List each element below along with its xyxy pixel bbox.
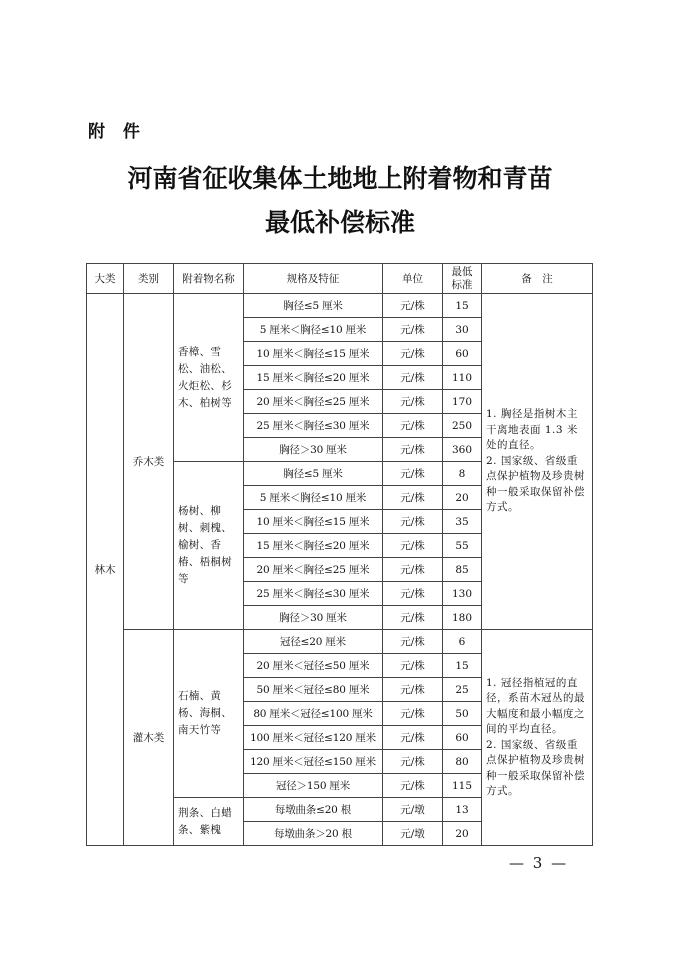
value-cell: 250 xyxy=(443,414,482,438)
unit-cell: 元/株 xyxy=(383,438,443,462)
unit-cell: 元/株 xyxy=(383,606,443,630)
unit-cell: 元/株 xyxy=(383,486,443,510)
spec-cell: 80 厘米＜冠径≤100 厘米 xyxy=(244,702,383,726)
header-remark: 备 注 xyxy=(482,264,593,294)
attachment-label: 附 件 xyxy=(88,122,146,142)
spec-cell: 胸径≤5 厘米 xyxy=(244,294,383,318)
spec-cell: 15 厘米＜胸径≤20 厘米 xyxy=(244,366,383,390)
value-cell: 130 xyxy=(443,582,482,606)
unit-cell: 元/株 xyxy=(383,366,443,390)
value-cell: 55 xyxy=(443,534,482,558)
spec-cell: 每墩曲条＞20 根 xyxy=(244,822,383,846)
spec-cell: 50 厘米＜冠径≤80 厘米 xyxy=(244,678,383,702)
group-name: 香樟、雪松、油松、火炬松、杉木、柏树等 xyxy=(174,294,244,462)
unit-cell: 元/株 xyxy=(383,678,443,702)
unit-cell: 元/株 xyxy=(383,654,443,678)
document-subtitle: 最低补偿标准 xyxy=(264,208,415,237)
spec-cell: 20 厘米＜胸径≤25 厘米 xyxy=(244,558,383,582)
unit-cell: 元/株 xyxy=(383,774,443,798)
spec-cell: 15 厘米＜胸径≤20 厘米 xyxy=(244,534,383,558)
unit-cell: 元/株 xyxy=(383,462,443,486)
header-min-standard: 最低 标准 xyxy=(443,264,482,294)
value-cell: 180 xyxy=(443,606,482,630)
unit-cell: 元/株 xyxy=(383,318,443,342)
unit-cell: 元/株 xyxy=(383,414,443,438)
value-cell: 20 xyxy=(443,822,482,846)
category-shrub: 灌木类 xyxy=(124,630,174,846)
unit-cell: 元/株 xyxy=(383,510,443,534)
value-cell: 115 xyxy=(443,774,482,798)
spec-cell: 每墩曲条≤20 根 xyxy=(244,798,383,822)
unit-cell: 元/株 xyxy=(383,630,443,654)
unit-cell: 元/株 xyxy=(383,750,443,774)
spec-cell: 胸径≤5 厘米 xyxy=(244,462,383,486)
table-header-row xyxy=(87,264,593,294)
value-cell: 25 xyxy=(443,678,482,702)
compensation-table xyxy=(86,263,593,846)
header-spec: 规格及特征 xyxy=(244,264,383,294)
value-cell: 50 xyxy=(443,702,482,726)
value-cell: 20 xyxy=(443,486,482,510)
remark-tree: 1. 胸径是指树木主干离地表面 1.3 米处的直径。 2. 国家级、省级重点保护植物及珍贵树种一般采取保留补偿方式。 xyxy=(482,294,593,630)
header-category: 类别 xyxy=(124,264,174,294)
group-name: 荆条、白蜡条、紫槐 xyxy=(174,798,244,846)
unit-cell: 元/株 xyxy=(383,342,443,366)
unit-cell: 元/株 xyxy=(383,726,443,750)
unit-cell: 元/株 xyxy=(383,534,443,558)
value-cell: 110 xyxy=(443,366,482,390)
spec-cell: 冠径＞150 厘米 xyxy=(244,774,383,798)
spec-cell: 25 厘米＜胸径≤30 厘米 xyxy=(244,414,383,438)
value-cell: 6 xyxy=(443,630,482,654)
spec-cell: 5 厘米＜胸径≤10 厘米 xyxy=(244,486,383,510)
remark-shrub: 1. 冠径指植冠的直径，系苗木冠丛的最大幅度和最小幅度之间的平均直径。 2. 国家级、省级重点保护植物及珍贵树种一般采取保留补偿方式。 xyxy=(482,630,593,846)
unit-cell: 元/墩 xyxy=(383,798,443,822)
value-cell: 15 xyxy=(443,294,482,318)
table-row xyxy=(87,630,593,654)
page-number: — 3 — xyxy=(509,854,569,872)
header-major: 大类 xyxy=(87,264,124,294)
spec-cell: 10 厘米＜胸径≤15 厘米 xyxy=(244,342,383,366)
value-cell: 35 xyxy=(443,510,482,534)
document-title: 河南省征收集体土地地上附着物和青苗 xyxy=(127,164,553,193)
value-cell: 13 xyxy=(443,798,482,822)
value-cell: 60 xyxy=(443,726,482,750)
spec-cell: 120 厘米＜冠径≤150 厘米 xyxy=(244,750,383,774)
spec-cell: 20 厘米＜冠径≤50 厘米 xyxy=(244,654,383,678)
unit-cell: 元/株 xyxy=(383,390,443,414)
unit-cell: 元/株 xyxy=(383,702,443,726)
value-cell: 15 xyxy=(443,654,482,678)
header-item-name: 附着物名称 xyxy=(174,264,244,294)
value-cell: 80 xyxy=(443,750,482,774)
header-unit: 单位 xyxy=(383,264,443,294)
value-cell: 60 xyxy=(443,342,482,366)
spec-cell: 100 厘米＜冠径≤120 厘米 xyxy=(244,726,383,750)
spec-cell: 冠径≤20 厘米 xyxy=(244,630,383,654)
spec-cell: 5 厘米＜胸径≤10 厘米 xyxy=(244,318,383,342)
spec-cell: 10 厘米＜胸径≤15 厘米 xyxy=(244,510,383,534)
category-tree: 乔木类 xyxy=(124,294,174,630)
value-cell: 360 xyxy=(443,438,482,462)
value-cell: 85 xyxy=(443,558,482,582)
group-name: 杨树、柳树、刺槐、榆树、香椿、梧桐树等 xyxy=(174,462,244,630)
value-cell: 30 xyxy=(443,318,482,342)
spec-cell: 25 厘米＜胸径≤30 厘米 xyxy=(244,582,383,606)
unit-cell: 元/株 xyxy=(383,582,443,606)
value-cell: 170 xyxy=(443,390,482,414)
spec-cell: 20 厘米＜胸径≤25 厘米 xyxy=(244,390,383,414)
group-name: 石楠、黄杨、海桐、南天竹等 xyxy=(174,630,244,798)
spec-cell: 胸径＞30 厘米 xyxy=(244,438,383,462)
value-cell: 8 xyxy=(443,462,482,486)
major-forest: 林木 xyxy=(87,294,124,846)
spec-cell: 胸径＞30 厘米 xyxy=(244,606,383,630)
table-row xyxy=(87,294,593,318)
unit-cell: 元/株 xyxy=(383,294,443,318)
unit-cell: 元/株 xyxy=(383,558,443,582)
unit-cell: 元/墩 xyxy=(383,822,443,846)
